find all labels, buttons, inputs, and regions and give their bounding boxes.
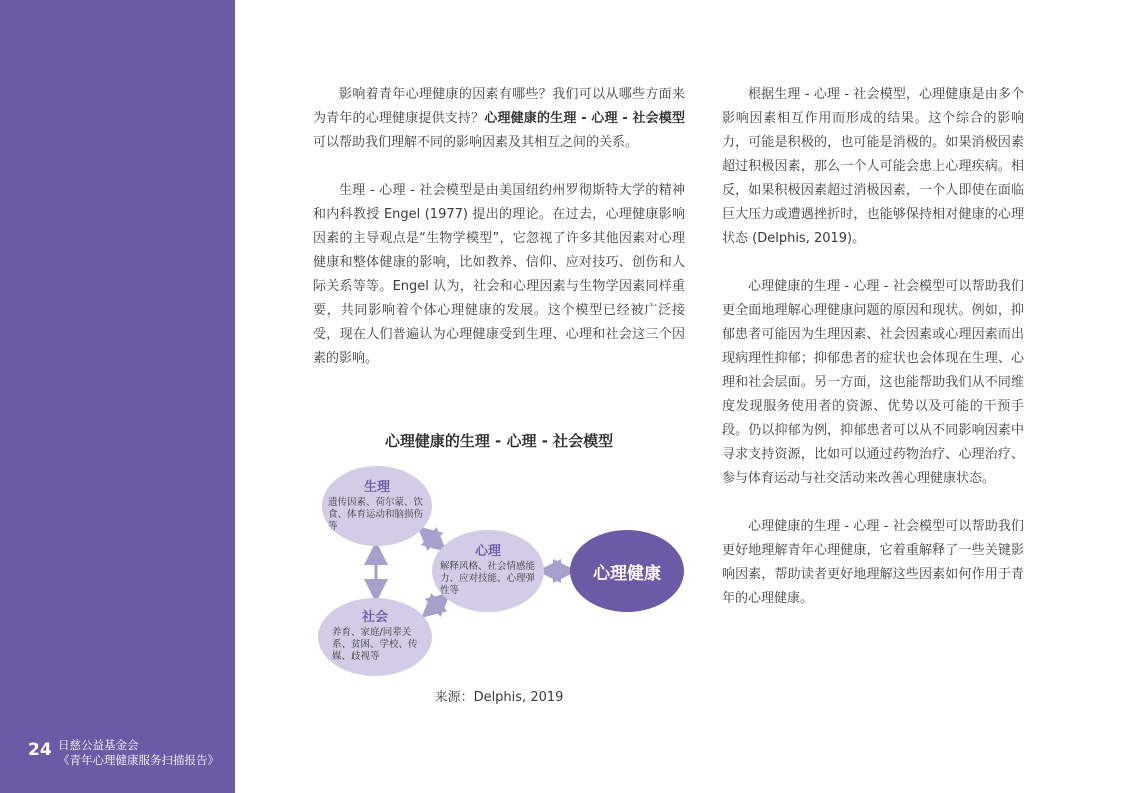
left-paragraph-2: 生理 - 心理 - 社会模型是由美国纽约州罗彻斯特大学的精神和内科教授 Engel (1977) 提出的理论。在过去，心理健康影响因素的主导观点是“生物学模型”，它忽视了许多其他因素对心理健康和整体健康的影响，比如教养、信仰、应对技巧、创伤和人际关系等等。Engel 认为，社会和心理因素与生物学因素同样重要，共同影响着个体心理健康的发展。这个模型已经被广泛接受，现在人们普遍认为心理健康受到生理、心理和社会这三个因素的影响。 <box>313 183 685 366</box>
node-biology <box>322 466 432 546</box>
right-paragraph-1: 根据生理 - 心理 - 社会模型，心理健康是由多个影响因素相互作用而形成的结果。这个综合的影响力，可能是积极的，也可能是消极的。如果消极因素超过积极因素，那么一个人可能会患上心理疾病。相反，如果积极因素超过消极因素，一个人即使在面临巨大压力或遭遇挫折时，也能够保持相对健康的心理状态 (Delphis, 2019)。 <box>722 87 1024 246</box>
node-biology-head: 生理 <box>363 480 390 495</box>
footer-title <box>58 738 219 768</box>
node-biology-desc: 遗传因素、荷尔蒙、饮食、体育运动和脑损伤等 <box>328 497 424 532</box>
footer-report: 《青年心理健康服务扫描报告》 <box>58 753 219 767</box>
right-paragraph-2: 心理健康的生理 - 心理 - 社会模型可以帮助我们更全面地理解心理健康问题的原因和现状。例如，抑郁患者可能因为生理因素、社会因素或心理因素而出现病理性抑郁；抑郁患者的症状也会体现在生理、心理和社会层面。另一方面，这也能帮助我们从不同维度发现服务使用者的资源、优势以及可能的干预手段。仍以抑郁为例，抑郁患者可以从不同影响因素中寻求支持资源，比如可以通过药物治疗、心理治疗、参与体育运动与社交活动来改善心理健康状态。 <box>722 279 1024 486</box>
left-column <box>313 83 685 395</box>
sidebar-band <box>0 0 235 793</box>
page-number: 24 <box>28 740 52 760</box>
node-social <box>318 598 432 676</box>
node-mental-health: 心理健康 <box>570 530 684 612</box>
left-p1-text-b: 可以帮助我们理解不同的影响因素及其相互之间的关系。 <box>313 135 639 150</box>
left-p1-bold: 心理健康的生理 - 心理 - 社会模型 <box>484 111 685 126</box>
node-psychology-head: 心理 <box>474 544 501 559</box>
node-psychology <box>432 530 544 612</box>
node-social-head: 社会 <box>361 610 388 625</box>
left-paragraph-1 <box>313 83 685 155</box>
diagram-source: 来源：Delphis, 2019 <box>434 690 564 705</box>
node-social-desc: 养育、家庭/同辈关系、贫困、学校、传媒、歧视等 <box>332 627 418 662</box>
diagram-title: 心理健康的生理 - 心理 - 社会模型 <box>384 432 614 450</box>
node-psychology-desc: 解释风格、社会情感能力、应对技能、心理弹性等 <box>440 561 536 596</box>
left-p1-text-a: 影响着青年心理健康的因素有哪些？我们可以从哪些方面来为青年的心理健康提供支持？ <box>313 87 685 126</box>
footer-org: 日慈公益基金会 <box>58 738 139 752</box>
right-paragraph-3: 心理健康的生理 - 心理 - 社会模型可以帮助我们更好地理解青年心理健康，它着重解释了一些关键影响因素，帮助读者更好地理解这些因素如何作用于青年的心理健康。 <box>722 519 1024 606</box>
right-column <box>722 83 1024 635</box>
